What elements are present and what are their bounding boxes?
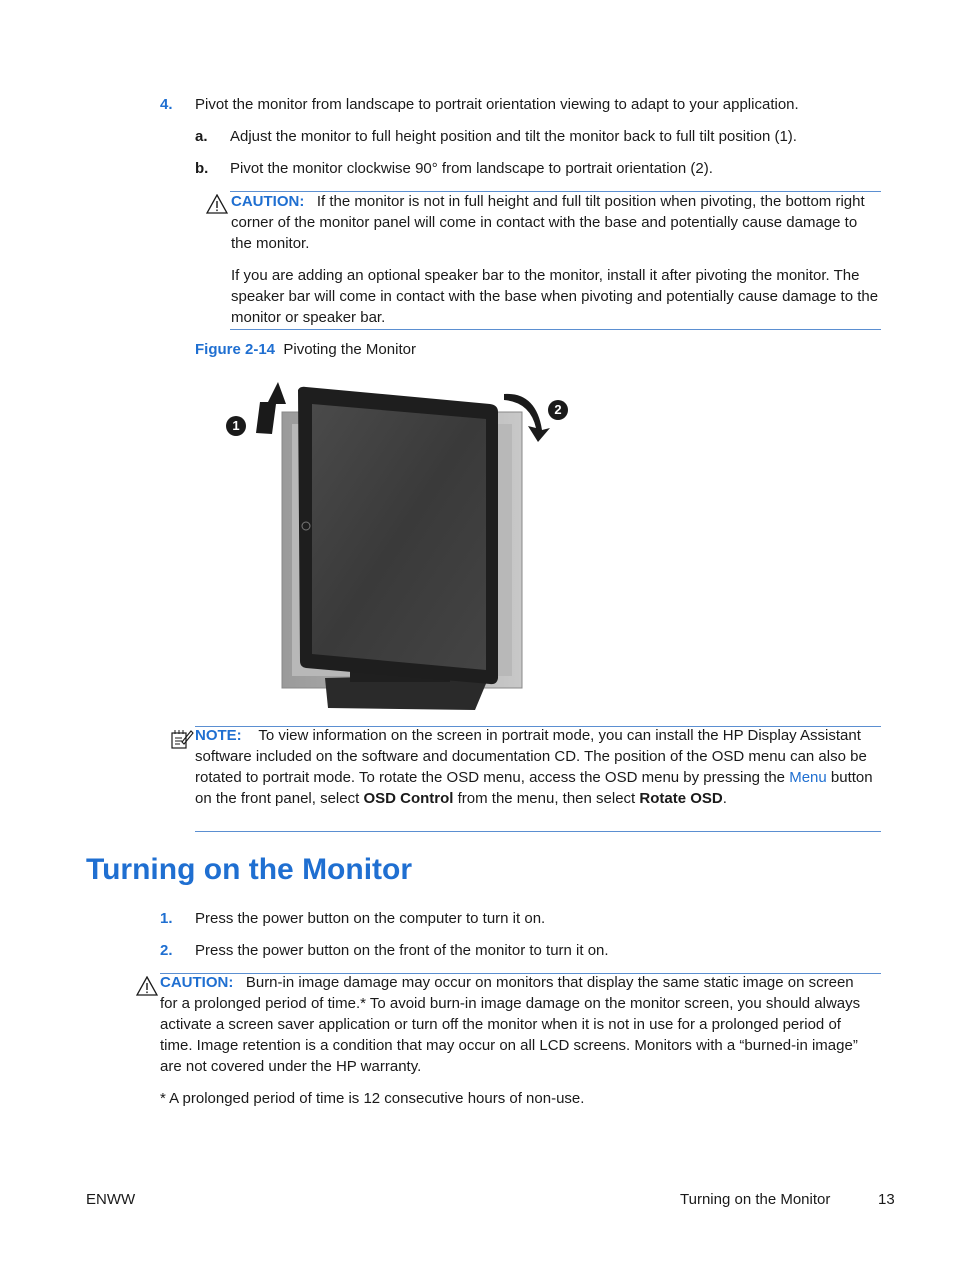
note-label: NOTE: bbox=[195, 727, 242, 744]
caution-1-label: CAUTION: bbox=[231, 193, 305, 210]
note-bottom-rule bbox=[195, 831, 881, 832]
warning-triangle-icon bbox=[206, 194, 228, 214]
step-4b-letter: b. bbox=[195, 160, 209, 177]
caution-1-text: If the monitor is not in full height and full tilt position when pivoting, the bottom right corner of the monitor panel will come in contact with the base and potentially cause damage to the monitor. bbox=[231, 193, 865, 252]
step-4a-text: Adjust the monitor to full height position and tilt the monitor back to full tilt position (1). bbox=[230, 128, 797, 145]
rotate-osd-term: Rotate OSD bbox=[639, 790, 723, 807]
caution-2-text: Burn-in image damage may occur on monitors that display the same static image on screen for a prolonged period of time.* To avoid burn-in image damage on the monitor screen, you should always activate a screen saver application or turn off the monitor when it is not in use for a prolonged period of time. Image retention is a condition that may occur on all LCD screens. Monitors with a “burned-in image” are not covered under the HP warranty. bbox=[160, 974, 861, 1075]
note-pencil-icon bbox=[170, 728, 194, 750]
caution-1-bottom-rule bbox=[230, 329, 881, 330]
footer-section: Turning on the Monitor bbox=[680, 1191, 831, 1208]
callout-1 bbox=[226, 416, 246, 436]
callout-1-number: 1 bbox=[232, 418, 240, 433]
caution-2-label: CAUTION: bbox=[160, 974, 234, 991]
warning-triangle-icon bbox=[136, 976, 158, 996]
menu-link[interactable]: Menu bbox=[789, 769, 827, 786]
osd-control-term: OSD Control bbox=[363, 790, 454, 807]
step-2-number: 2. bbox=[160, 942, 173, 959]
step-2-text: Press the power button on the front of the monitor to turn it on. bbox=[195, 942, 609, 959]
note-text-d: . bbox=[722, 790, 727, 807]
step-1-number: 1. bbox=[160, 910, 173, 927]
footer-left: ENWW bbox=[86, 1191, 136, 1208]
caution-1-paragraph bbox=[231, 191, 881, 254]
pivot-monitor-illustration bbox=[220, 378, 580, 718]
section-heading: Turning on the Monitor bbox=[86, 853, 413, 886]
step-4-number: 4. bbox=[160, 96, 173, 113]
footer-page-number: 13 bbox=[878, 1191, 895, 1208]
figure-caption-text: Pivoting the Monitor bbox=[283, 341, 416, 358]
figure-label: Figure 2-14 bbox=[195, 341, 276, 358]
note-text-a: To view information on the screen in portrait mode, you can install the HP Display Assistant software included on the software and documentation CD. The position of the OSD menu can also be rotated to portrait mode. To rotate the OSD menu, access the OSD menu by pressing the bbox=[195, 727, 867, 786]
figure-caption bbox=[195, 339, 416, 360]
step-4a-letter: a. bbox=[195, 128, 208, 145]
note-text-b: button on the front panel, select bbox=[195, 769, 873, 807]
step-1-text: Press the power button on the computer to turn it on. bbox=[195, 910, 546, 927]
caution-2-paragraph bbox=[160, 972, 868, 1077]
note-paragraph bbox=[195, 725, 881, 809]
caution-1-paragraph-2: If you are adding an optional speaker bar to the monitor, install it after pivoting the monitor. The speaker bar will come in contact with the base when pivoting and potentially cause damage to the monitor or speaker bar. bbox=[231, 267, 879, 326]
step-4b-text: Pivot the monitor clockwise 90° from landscape to portrait orientation (2). bbox=[230, 160, 713, 177]
note-text-c: from the menu, then select bbox=[453, 790, 640, 807]
callout-2 bbox=[548, 400, 568, 420]
step-4-text: Pivot the monitor from landscape to portrait orientation viewing to adapt to your application. bbox=[195, 96, 799, 113]
callout-2-number: 2 bbox=[554, 402, 562, 417]
caution-2-footnote: * A prolonged period of time is 12 consecutive hours of non-use. bbox=[160, 1090, 585, 1107]
